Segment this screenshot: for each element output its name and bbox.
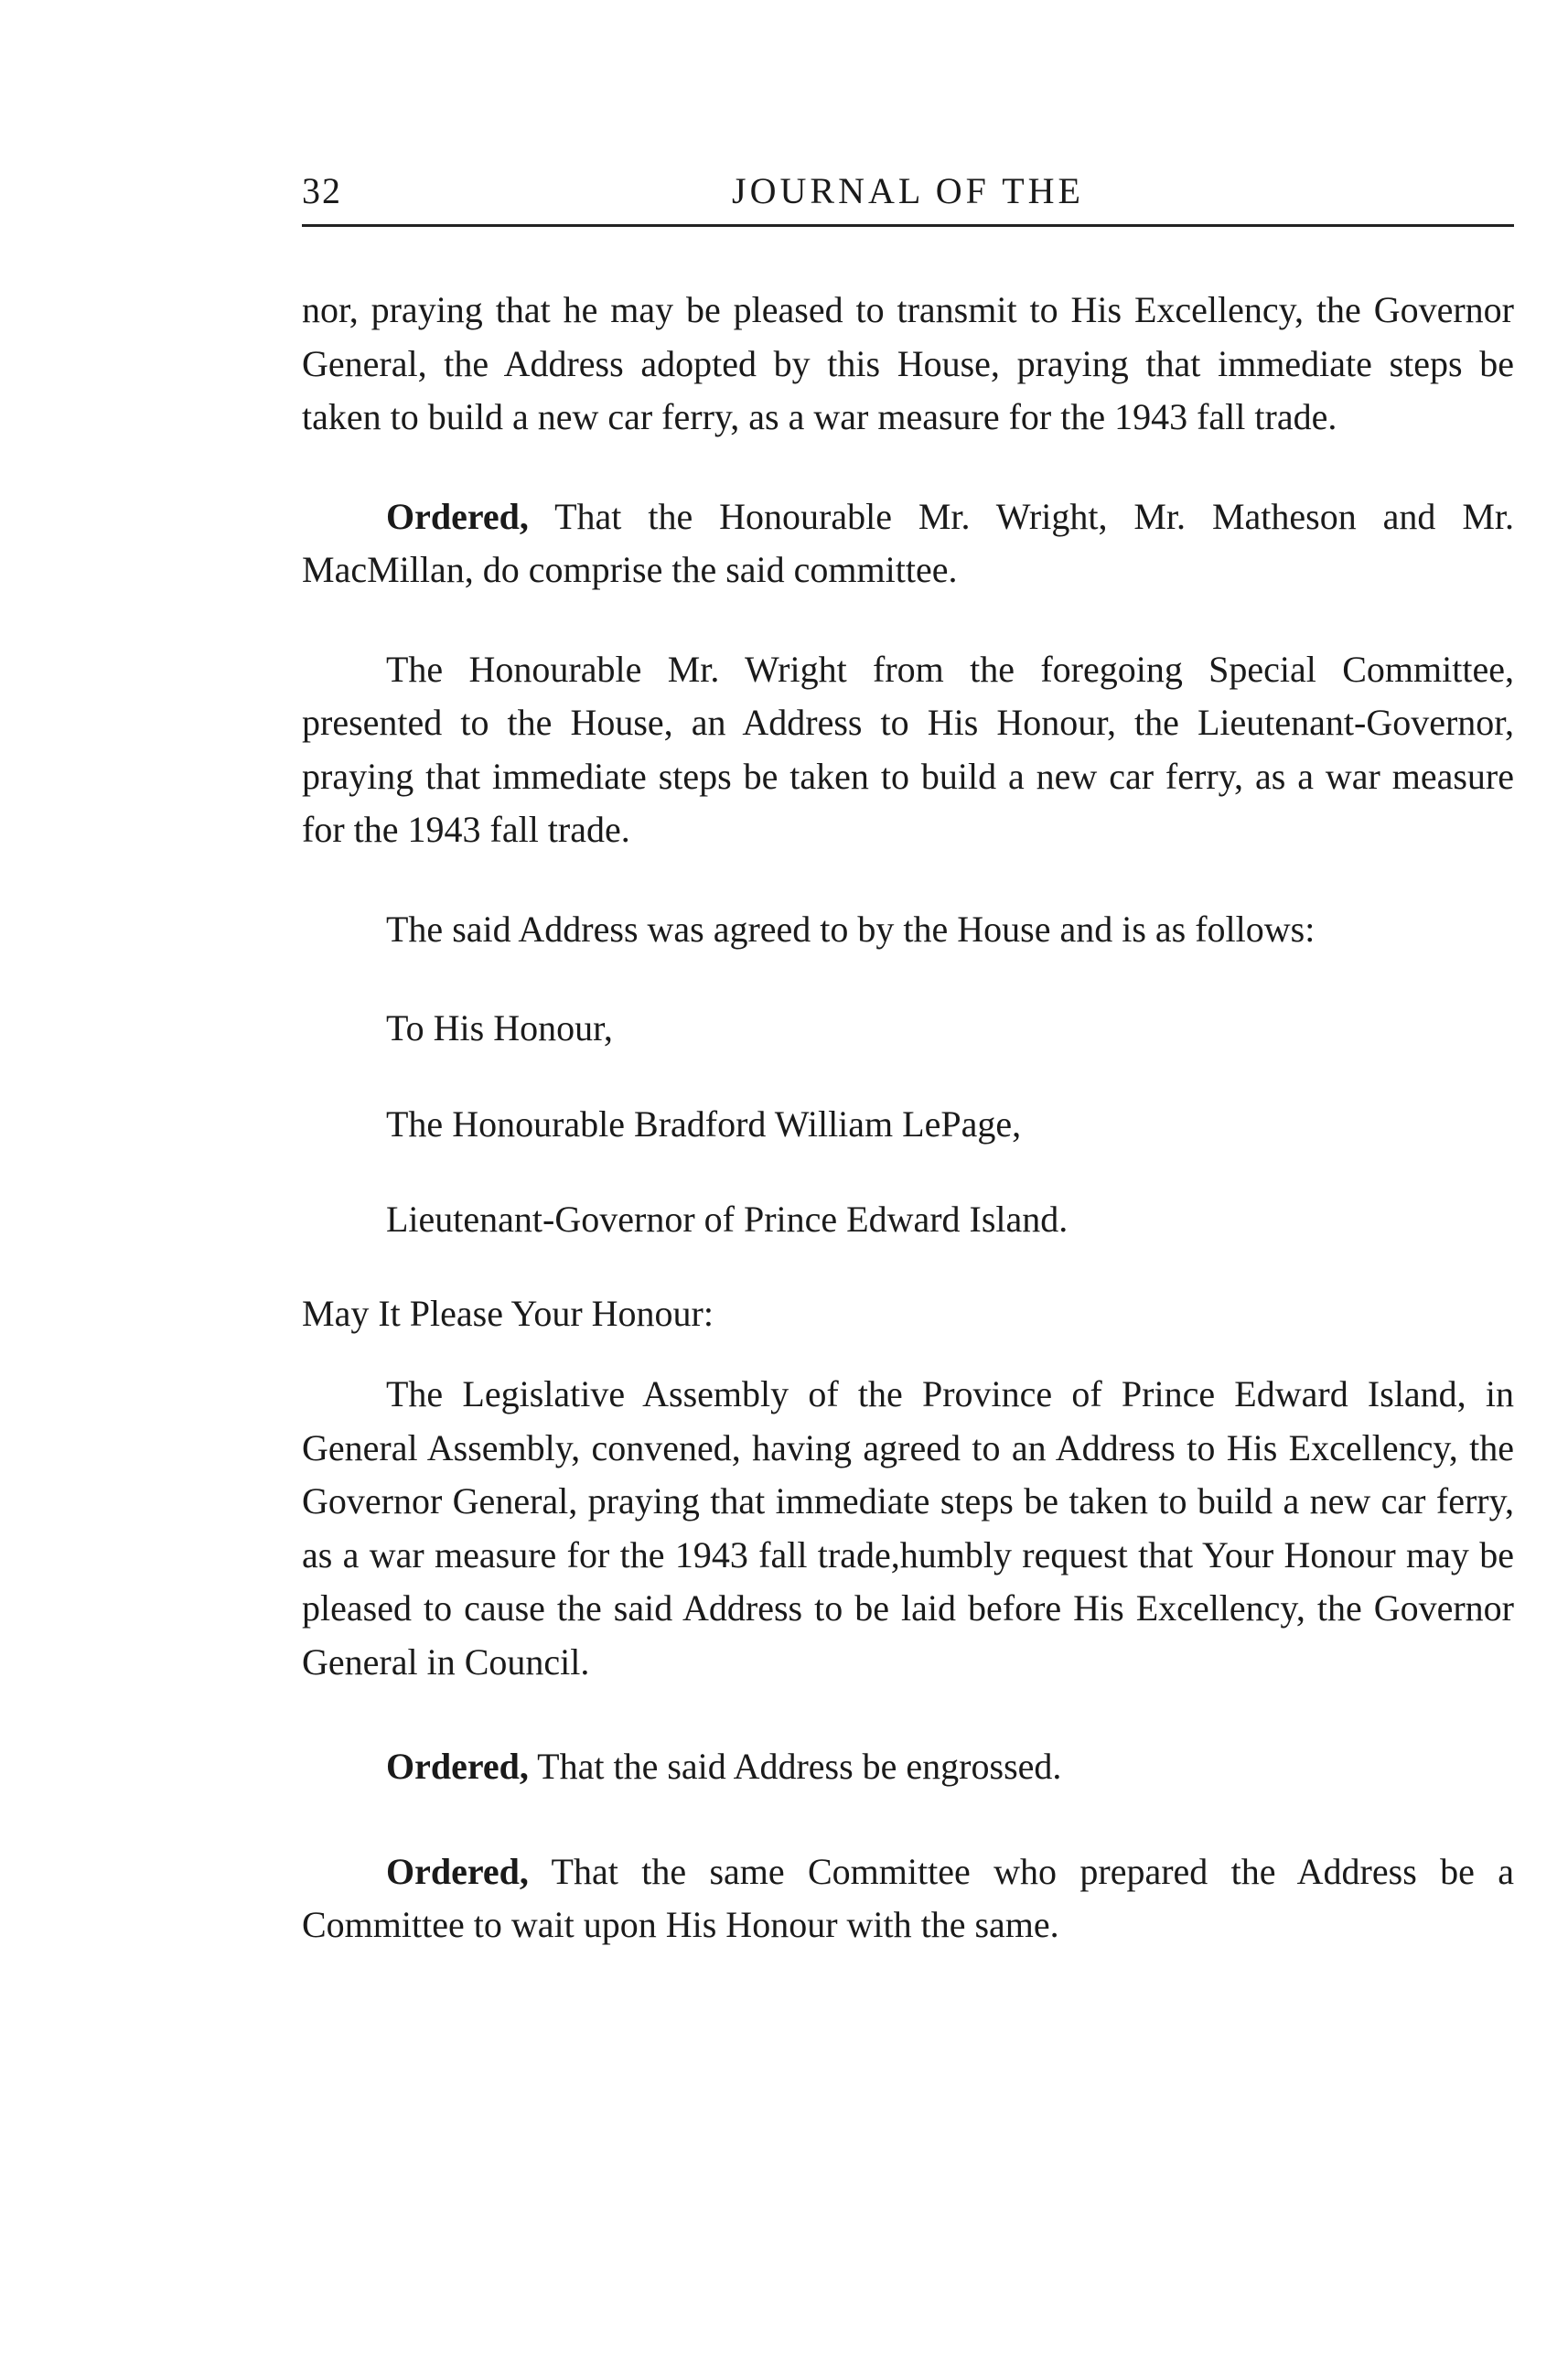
paragraph-committee-report: The Honourable Mr. Wright from the foregoing Special Committee, presented to the House, an Address to His Honour, the Lieutenant-Governor, praying that immediate steps be taken to build a new car ferry, as a war measure for the 1943 fall trade.	[302, 648, 1514, 850]
paragraph-ordered-committee	[302, 490, 1514, 597]
paragraph-text: That the same Committee who prepared the Address be a Committee to wait upon His Honour with the same.	[302, 1850, 1514, 1945]
paragraph-address-agreed: The said Address was agreed to by the House and is as follows:	[386, 908, 1316, 950]
ordered-label: Ordered,	[386, 1746, 529, 1787]
paragraph-continued: nor, praying that he may be pleased to transmit to His Excellency, the Governor General, the Address adopted by this House, praying that immediate steps be taken to build a new car ferry, as a war measure for the 1943 fall trade.	[302, 289, 1514, 437]
page-body	[302, 284, 1514, 1952]
header-rule	[302, 224, 1514, 227]
address-line-1: To His Honour,	[386, 1007, 613, 1048]
page-number: 32	[302, 170, 342, 211]
salutation: May It Please Your Honour:	[302, 1292, 714, 1334]
paragraph-address-body: The Legislative Assembly of the Province of Prince Edward Island, in General Assembly, convened, having agreed to an Address to His Excellency, the Governor General, praying that immediate steps be taken to build a new car ferry, as a war measure for the 1943 fall trade,humbly request that Your Honour may be pleased to cause the said Address to be laid before His Excellency, the Governor General in Council.	[302, 1373, 1514, 1683]
running-head: JOURNAL OF THE	[732, 170, 1084, 211]
paragraph-text: That the said Address be engrossed.	[528, 1746, 1062, 1787]
paragraph-ordered-wait	[302, 1845, 1514, 1952]
page-header	[302, 169, 1514, 224]
ordered-label: Ordered,	[386, 1850, 529, 1892]
paragraph-ordered-engrossed	[302, 1740, 1514, 1794]
address-line-2: The Honourable Bradford William LePage,	[386, 1102, 1022, 1145]
address-line-3: Lieutenant-Governor of Prince Edward Island.	[386, 1199, 1069, 1240]
paragraph-text: That the Honourable Mr. Wright, Mr. Matheson and Mr. MacMillan, do comprise the said committee.	[302, 495, 1514, 590]
ordered-label: Ordered,	[386, 495, 529, 537]
